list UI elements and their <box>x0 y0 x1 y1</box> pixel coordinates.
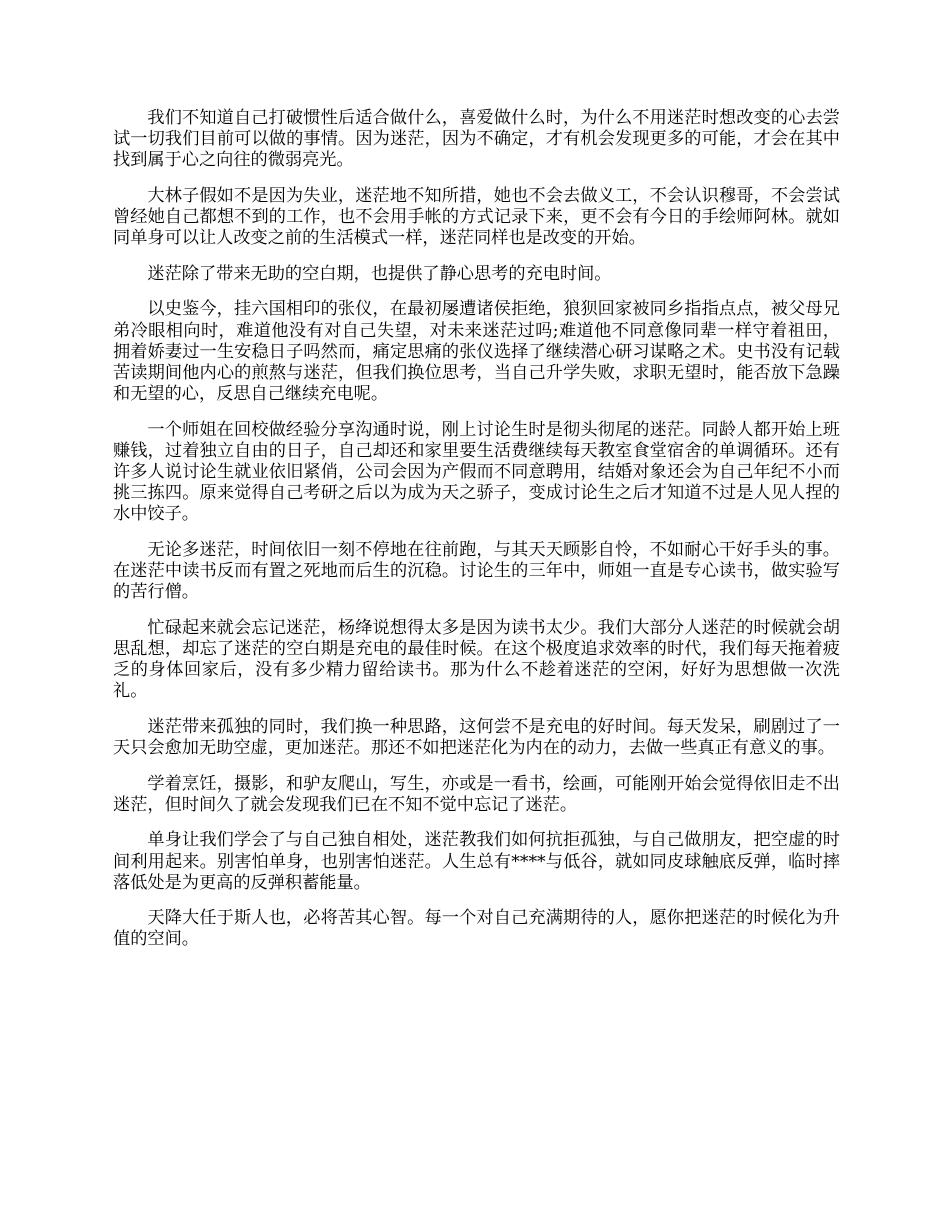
paragraph-5: 一个师姐在回校做经验分享沟通时说，刚上讨论生时是彻头彻尾的迷茫。同龄人都开始上班赚钱，过着独立自由的日子，自己却还和家里要生活费继续每天教室食堂宿舍的单调循环。还有许多人说讨论生就业依旧紧俏，公司会因为产假而不同意聘用，结婚对象还会为自己年纪不小而挑三拣四。原来觉得自己考研之后以为成为天之骄子，变成讨论生之后才知道不过是人见人捏的水中饺子。 <box>113 419 840 525</box>
paragraph-7: 忙碌起来就会忘记迷茫，杨绛说想得太多是因为读书太少。我们大部分人迷茫的时候就会胡思乱想，却忘了迷茫的空白期是充电的最佳时候。在这个极度追求效率的时代，我们每天拖着疲乏的身体回家后，没有多少精力留给读书。那为什么不趁着迷茫的空闲，好好为思想做一次洗礼。 <box>113 617 840 702</box>
paragraph-11: 天降大任于斯人也，必将苦其心智。每一个对自己充满期待的人，愿你把迷茫的时候化为升值的空间。 <box>113 908 840 950</box>
paragraph-1: 我们不知道自己打破惯性后适合做什么，喜爱做什么时，为什么不用迷茫时想改变的心去尝试一切我们目前可以做的事情。因为迷茫，因为不确定，才有机会发现更多的可能，才会在其中找到属于心之向往的微弱亮光。 <box>113 108 840 171</box>
document-body <box>113 108 840 965</box>
paragraph-8: 迷茫带来孤独的同时，我们换一种思路，这何尝不是充电的好时间。每天发呆，刷剧过了一天只会愈加无助空虚，更加迷茫。那还不如把迷茫化为内在的动力，去做一些真正有意义的事。 <box>113 716 840 759</box>
paragraph-3: 迷茫除了带来无助的空白期，也提供了静心思考的充电时间。 <box>147 263 612 284</box>
paragraph-9: 学着烹饪，摄影，和驴友爬山，写生，亦或是一看书，绘画，可能刚开始会觉得依旧走不出迷茫，但时间久了就会发现我们已在不知不觉中忘记了迷茫。 <box>113 773 840 815</box>
paragraph-6: 无论多迷茫，时间依旧一刻不停地在往前跑，与其天天顾影自怜，不如耐心干好手头的事。在迷茫中读书反而有置之死地而后生的沉稳。讨论生的三年中，师姐一直是专心读书，做实验写的苦行僧。 <box>113 539 840 603</box>
paragraph-2: 大林子假如不是因为失业，迷茫地不知所措，她也不会去做义工，不会认识穆哥，不会尝试曾经她自己都想不到的工作，也不会用手帐的方式记录下来，更不会有今日的手绘师阿林。就如同单身可以让人改变之前的生活模式一样，迷茫同样也是改变的开始。 <box>113 185 840 249</box>
paragraph-4: 以史鉴今，挂六国相印的张仪，在最初屡遭诸侯拒绝，狼狈回家被同乡指指点点，被父母兄弟冷眼相向时，难道他没有对自己失望，对未来迷茫过吗;难道他不同意像同辈一样守着祖田，拥着娇妻过一生安稳日子吗然而，痛定思痛的张仪选择了继续潜心研习谋略之术。史书没有记载苦读期间他内心的煎熬与迷茫，但我们换位思考，当自己升学失败，求职无望时，能否放下急躁和无望的心，反思自己继续充电呢。 <box>113 299 840 405</box>
paragraph-10: 单身让我们学会了与自己独自相处，迷茫教我们如何抗拒孤独，与自己做朋友，把空虚的时间利用起来。别害怕单身，也别害怕迷茫。人生总有****与低谷，就如同皮球触底反弹，临时摔落低处是为更高的反弹积蓄能量。 <box>113 830 840 893</box>
